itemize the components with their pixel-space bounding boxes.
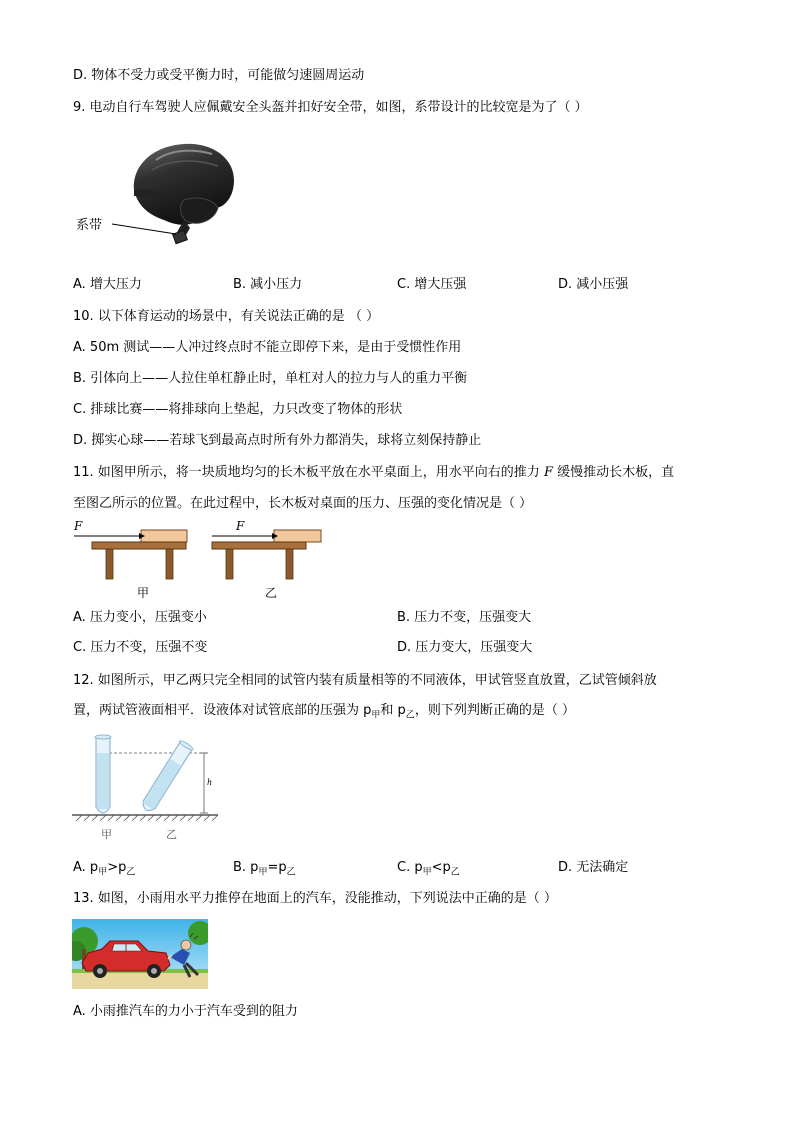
- q10-option-a: A. 50m 测试——人冲过终点时不能立即停下来，是由于受惯性作用: [73, 340, 462, 355]
- q12-sub-jia: 甲: [371, 710, 381, 721]
- q12-stem-part-a: 置，两试管液面相平．设液体对试管底部的压强为 p: [73, 703, 372, 718]
- q10-stem: 10. 以下体育运动的场景中，有关说法正确的是 （ ）: [73, 309, 380, 324]
- q9-option-b: B. 减小压力: [233, 277, 303, 292]
- q12-option-a-sub-jia: 甲: [98, 867, 108, 878]
- q12-option-c: [397, 859, 460, 882]
- q12-option-b: [233, 859, 296, 882]
- q11-label-yi: 乙: [265, 586, 278, 600]
- q12-stem-part-c: ，则下列判断正确的是（ ）: [414, 703, 575, 718]
- q11-force-label-yi: F: [236, 519, 245, 533]
- q10-option-d: D. 掷实心球——若球飞到最高点时所有外力都消失，球将立刻保持静止: [73, 433, 482, 448]
- q11-stem-part1: 11. 如图甲所示，将一块质地均匀的长木板平放在水平桌面上，用水平向右的推力: [73, 465, 544, 480]
- q10-option-c: C. 排球比赛——将排球向上垫起，力只改变了物体的形状: [73, 402, 403, 417]
- q11-force-label-jia: F: [74, 519, 83, 533]
- q11-stem-line1: [73, 464, 674, 482]
- q11-option-c: C. 压力不变，压强不变: [73, 640, 208, 655]
- q12-option-a-sub-yi: 乙: [126, 867, 136, 878]
- q9-option-c: C. 增大压强: [397, 277, 467, 292]
- q11-stem-line2: 至图乙所示的位置。在此过程中，长木板对桌面的压力、压强的变化情况是（ ）: [73, 496, 533, 511]
- q12-option-c-sub-jia: 甲: [422, 867, 432, 878]
- q9-option-d: D. 减小压强: [558, 277, 629, 292]
- q9-stem: 9. 电动自行车驾驶人应佩戴安全头盔并扣好安全带，如图，系带设计的比较宽是为了（ ）: [73, 100, 588, 115]
- q13-option-a: A. 小雨推汽车的力小于汽车受到的阻力: [73, 1004, 298, 1019]
- q8-option-d: D. 物体不受力或受平衡力时，可能做匀速圆周运动: [73, 68, 365, 83]
- q11-option-a: A. 压力变小，压强变小: [73, 610, 207, 625]
- q11-stem-part2: 缓慢推动长木板，直: [552, 465, 675, 480]
- q12-height-label: h: [207, 778, 213, 787]
- q11-label-jia: 甲: [137, 586, 150, 600]
- q11-stem-var: F: [543, 465, 553, 480]
- q12-stem-line1: 12. 如图所示，甲乙两只完全相同的试管内装有质量相等的不同液体，甲试管竖直放置，乙试管倾斜放: [73, 673, 657, 688]
- q11-option-d: D. 压力变大，压强变大: [397, 640, 533, 655]
- q12-stem-line2: [73, 702, 575, 725]
- q12-option-c-op: <p: [431, 860, 451, 875]
- test-tubes-figure: [70, 733, 220, 829]
- q12-option-b-prefix: B. p: [233, 860, 259, 875]
- q12-option-b-sub-yi: 乙: [286, 867, 296, 878]
- q12-option-a: [73, 859, 135, 882]
- board-table-figure: [70, 518, 330, 584]
- q12-option-c-prefix: C. p: [397, 860, 423, 875]
- q12-sub-yi: 乙: [405, 710, 415, 721]
- q12-option-a-prefix: A. p: [73, 860, 99, 875]
- q12-label-jia: 甲: [101, 828, 112, 841]
- strap-label: 系带: [76, 218, 103, 233]
- q12-option-c-sub-yi: 乙: [450, 867, 460, 878]
- helmet-figure: [72, 138, 242, 250]
- q12-option-a-op: >p: [107, 860, 127, 875]
- q12-option-d: D. 无法确定: [558, 860, 629, 875]
- q9-option-a: A. 增大压力: [73, 277, 142, 292]
- q13-stem: 13. 如图，小雨用水平力推停在地面上的汽车，没能推动，下列说法中正确的是（ ）: [73, 891, 557, 906]
- q10-option-b: B. 引体向上——人拉住单杠静止时，单杠对人的拉力与人的重力平衡: [73, 371, 468, 386]
- q12-option-b-op: =p: [267, 860, 287, 875]
- car-push-figure: [72, 919, 208, 989]
- q12-label-yi: 乙: [166, 828, 177, 841]
- q12-stem-part-b: 和 p: [380, 703, 406, 718]
- q12-option-b-sub-jia: 甲: [258, 867, 268, 878]
- q11-option-b: B. 压力不变，压强变大: [397, 610, 532, 625]
